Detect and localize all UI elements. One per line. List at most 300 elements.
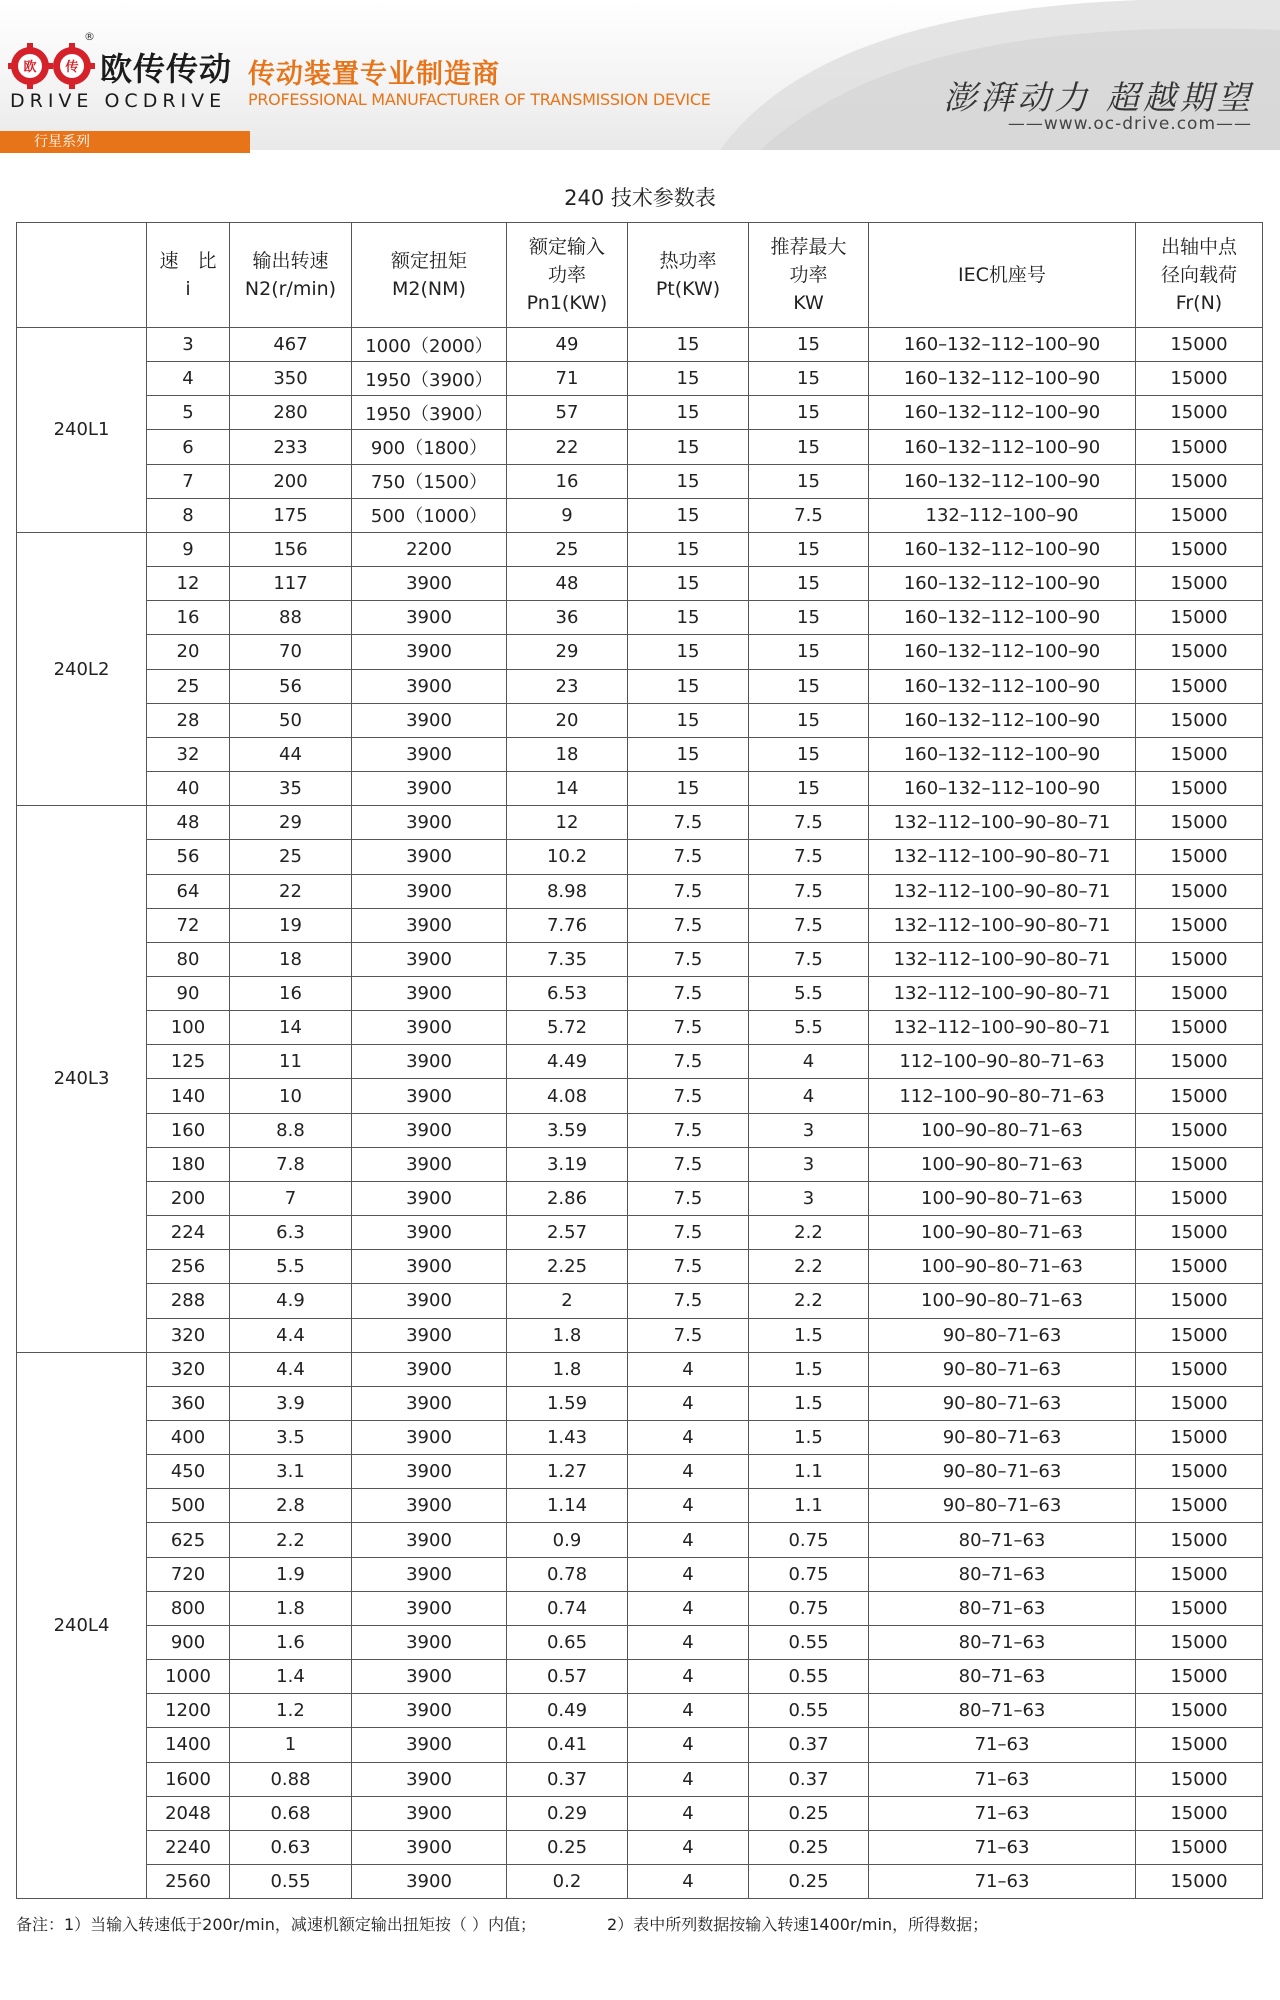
table-cell: 15 [628,396,749,430]
table-cell: 2240 [147,1830,230,1864]
table-cell: 0.75 [749,1557,869,1591]
table-cell: 7.35 [507,942,628,976]
table-cell: 15 [628,464,749,498]
table-cell: 720 [147,1557,230,1591]
table-cell: 0.25 [749,1865,869,1899]
table-cell: 7.5 [628,1011,749,1045]
table-cell: 100–90–80–71–63 [869,1216,1136,1250]
table-cell: 180 [147,1147,230,1181]
table-cell: 800 [147,1591,230,1625]
table-cell: 90–80–71–63 [869,1489,1136,1523]
table-cell: 6.53 [507,976,628,1010]
table-row [17,1421,1263,1455]
table-cell: 160–132–112–100–90 [869,567,1136,601]
table-cell: 3900 [352,1830,507,1864]
table-cell: 3900 [352,669,507,703]
website-url: ——www.oc-drive.com—— [1007,114,1252,134]
table-cell: 1.43 [507,1421,628,1455]
registered-mark: ® [84,30,95,43]
table-cell: 900（1800） [352,430,507,464]
table-cell: 1.8 [507,1318,628,1352]
table-cell: 14 [507,772,628,806]
table-cell: 3900 [352,635,507,669]
table-cell: 3900 [352,874,507,908]
table-cell: 15000 [1136,430,1263,464]
table-row [17,703,1263,737]
table-cell: 3900 [352,1386,507,1420]
table-cell: 4 [628,1625,749,1659]
table-cell: 15 [628,328,749,362]
table-cell: 256 [147,1250,230,1284]
table-cell: 4 [628,1489,749,1523]
table-cell: 70 [230,635,352,669]
table-cell: 7.5 [628,1113,749,1147]
table-cell: 0.55 [749,1625,869,1659]
table-cell: 80–71–63 [869,1591,1136,1625]
table-row [17,1625,1263,1659]
table-row [17,1762,1263,1796]
table-cell: 1.6 [230,1625,352,1659]
column-header: 输出转速 N2(r/min) [230,223,352,328]
table-cell: 7.5 [628,874,749,908]
table-cell: 15000 [1136,840,1263,874]
table-cell: 71–63 [869,1865,1136,1899]
table-cell: 3900 [352,1284,507,1318]
table-cell: 15 [749,396,869,430]
table-cell: 7.5 [749,498,869,532]
table-cell: 40 [147,772,230,806]
table-cell: 0.65 [507,1625,628,1659]
table-cell: 15 [628,669,749,703]
table-cell: 3900 [352,1865,507,1899]
table-cell: 500（1000） [352,498,507,532]
table-cell: 7.76 [507,908,628,942]
table-row [17,1352,1263,1386]
table-cell: 8 [147,498,230,532]
table-cell: 0.75 [749,1591,869,1625]
table-cell: 7.5 [628,840,749,874]
table-cell: 900 [147,1625,230,1659]
logo-english-name: DRIVE OCDRIVE [10,90,227,112]
table-cell: 2 [507,1284,628,1318]
table-cell: 132–112–100–90–80–71 [869,840,1136,874]
table-cell: 1400 [147,1728,230,1762]
table-cell: 15 [749,737,869,771]
table-cell: 3900 [352,1181,507,1215]
table-cell: 49 [507,328,628,362]
table-cell: 56 [230,669,352,703]
table-cell: 0.37 [749,1762,869,1796]
table-cell: 16 [507,464,628,498]
table-cell: 233 [230,430,352,464]
table-cell: 117 [230,567,352,601]
table-cell: 132–112–100–90 [869,498,1136,532]
table-cell: 15 [628,362,749,396]
table-cell: 3900 [352,1079,507,1113]
table-cell: 2.2 [749,1250,869,1284]
table-cell: 200 [147,1181,230,1215]
table-cell: 15000 [1136,1625,1263,1659]
table-cell: 0.78 [507,1557,628,1591]
table-cell: 2.8 [230,1489,352,1523]
table-cell: 1.27 [507,1455,628,1489]
table-row [17,942,1263,976]
table-cell: 175 [230,498,352,532]
column-header: 额定输入 功率 Pn1(KW) [507,223,628,328]
table-cell: 1.8 [230,1591,352,1625]
table-cell: 29 [507,635,628,669]
table-cell: 4 [628,1523,749,1557]
table-cell: 15000 [1136,396,1263,430]
table-cell: 0.57 [507,1660,628,1694]
table-cell: 1.5 [749,1352,869,1386]
table-cell: 4 [628,1455,749,1489]
column-header: 热功率 Pt(KW) [628,223,749,328]
table-cell: 2.2 [749,1284,869,1318]
column-header: 出轴中点 径向载荷 Fr(N) [1136,223,1263,328]
table-cell: 0.68 [230,1796,352,1830]
table-cell: 2.2 [230,1523,352,1557]
table-cell: 160–132–112–100–90 [869,772,1136,806]
table-cell: 15000 [1136,703,1263,737]
table-cell: 100–90–80–71–63 [869,1181,1136,1215]
table-cell: 4 [628,1728,749,1762]
table-cell: 4.49 [507,1045,628,1079]
table-row [17,976,1263,1010]
table-cell: 15000 [1136,874,1263,908]
table-row [17,1386,1263,1420]
table-row [17,567,1263,601]
table-cell: 15000 [1136,976,1263,1010]
table-cell: 15000 [1136,1250,1263,1284]
table-cell: 3900 [352,1523,507,1557]
column-header: 速 比 i [147,223,230,328]
table-cell: 15 [749,703,869,737]
table-cell: 1.1 [749,1455,869,1489]
table-cell: 1950（3900） [352,396,507,430]
table-cell: 1950（3900） [352,362,507,396]
table-cell: 15000 [1136,1694,1263,1728]
table-cell: 1.59 [507,1386,628,1420]
table-cell: 320 [147,1352,230,1386]
table-cell: 5.5 [749,1011,869,1045]
table-cell: 15000 [1136,1796,1263,1830]
table-cell: 11 [230,1045,352,1079]
table-cell: 9 [147,532,230,566]
table-cell: 3900 [352,1113,507,1147]
table-cell: 4 [147,362,230,396]
table-cell: 100–90–80–71–63 [869,1113,1136,1147]
table-cell: 7.5 [628,976,749,1010]
table-cell: 7.5 [749,874,869,908]
table-cell: 4 [628,1660,749,1694]
table-cell: 71 [507,362,628,396]
table-cell: 160–132–112–100–90 [869,601,1136,635]
table-cell: 160–132–112–100–90 [869,362,1136,396]
table-cell: 4 [749,1079,869,1113]
table-cell: 22 [507,430,628,464]
table-cell: 7.5 [628,1181,749,1215]
table-cell: 3900 [352,1318,507,1352]
table-cell: 160–132–112–100–90 [869,737,1136,771]
table-cell: 15000 [1136,737,1263,771]
table-cell: 450 [147,1455,230,1489]
table-cell: 3900 [352,1352,507,1386]
table-cell: 7.5 [628,1318,749,1352]
table-cell: 3900 [352,976,507,1010]
table-cell: 6.3 [230,1216,352,1250]
table-cell: 3900 [352,840,507,874]
table-cell: 0.9 [507,1523,628,1557]
footnote-2: 2）表中所列数据按输入转速1400r/min，所得数据； [607,1915,989,1934]
table-cell: 15 [749,328,869,362]
table-cell: 15 [749,772,869,806]
table-cell: 90–80–71–63 [869,1318,1136,1352]
table-cell: 200 [230,464,352,498]
table-cell: 15000 [1136,1386,1263,1420]
table-cell: 6 [147,430,230,464]
table-cell: 15000 [1136,1011,1263,1045]
table-row [17,601,1263,635]
table-cell: 3900 [352,908,507,942]
table-cell: 4.4 [230,1352,352,1386]
table-cell: 140 [147,1079,230,1113]
logo-chinese-name: 欧传传动 [100,50,233,88]
table-cell: 7.5 [749,908,869,942]
table-cell: 7.5 [749,806,869,840]
table-cell: 400 [147,1421,230,1455]
table-cell: 7.5 [628,806,749,840]
table-cell: 750（1500） [352,464,507,498]
table-cell: 71–63 [869,1796,1136,1830]
table-cell: 7.8 [230,1147,352,1181]
table-cell: 64 [147,874,230,908]
table-cell: 80–71–63 [869,1660,1136,1694]
table-cell: 15000 [1136,942,1263,976]
table-cell: 3900 [352,1455,507,1489]
table-cell: 15000 [1136,1318,1263,1352]
table-cell: 500 [147,1489,230,1523]
table-cell: 15 [749,669,869,703]
table-cell: 0.25 [749,1796,869,1830]
footnote-1: 备注：1）当输入转速低于200r/min，减速机额定输出扭矩按（ ）内值； [16,1915,536,1934]
table-cell: 3900 [352,1796,507,1830]
table-cell: 3900 [352,703,507,737]
table-cell: 80–71–63 [869,1557,1136,1591]
table-cell: 3900 [352,1011,507,1045]
table-cell: 88 [230,601,352,635]
table-row [17,1011,1263,1045]
table-cell: 80–71–63 [869,1694,1136,1728]
table-cell: 3 [147,328,230,362]
table-row [17,1523,1263,1557]
table-cell: 7.5 [628,1045,749,1079]
table-row [17,1181,1263,1215]
table-cell: 19 [230,908,352,942]
table-cell: 15 [628,498,749,532]
column-header: IEC机座号 [869,223,1136,328]
table-cell: 360 [147,1386,230,1420]
table-cell: 7 [230,1181,352,1215]
table-cell: 2.2 [749,1216,869,1250]
table-cell: 132–112–100–90–80–71 [869,976,1136,1010]
table-cell: 15000 [1136,1284,1263,1318]
table-cell: 1.8 [507,1352,628,1386]
table-cell: 5 [147,396,230,430]
table-cell: 3900 [352,1147,507,1181]
table-cell: 0.2 [507,1865,628,1899]
table-cell: 9 [507,498,628,532]
table-cell: 3900 [352,1625,507,1659]
table-cell: 15 [628,772,749,806]
table-row [17,1557,1263,1591]
table-row [17,1830,1263,1864]
table-row [17,498,1263,532]
table-row [17,1489,1263,1523]
table-cell: 4 [628,1694,749,1728]
table-cell: 1.9 [230,1557,352,1591]
table-cell: 10 [230,1079,352,1113]
table-cell: 0.55 [230,1865,352,1899]
table-row [17,328,1263,362]
table-cell: 1000（2000） [352,328,507,362]
table-cell: 44 [230,737,352,771]
table-cell: 15000 [1136,328,1263,362]
table-cell: 4 [628,1421,749,1455]
table-cell: 15000 [1136,635,1263,669]
table-cell: 132–112–100–90–80–71 [869,908,1136,942]
table-cell: 3900 [352,1694,507,1728]
table-row [17,532,1263,566]
table-row [17,669,1263,703]
table-row [17,430,1263,464]
table-cell: 132–112–100–90–80–71 [869,1011,1136,1045]
table-cell: 12 [147,567,230,601]
table-cell: 160–132–112–100–90 [869,430,1136,464]
table-cell: 15000 [1136,498,1263,532]
table-cell: 15 [628,532,749,566]
table-cell: 3 [749,1113,869,1147]
table-cell: 15000 [1136,1045,1263,1079]
table-row [17,1113,1263,1147]
table-cell: 4 [628,1830,749,1864]
table-cell: 2.86 [507,1181,628,1215]
table-cell: 160–132–112–100–90 [869,328,1136,362]
table-cell: 1000 [147,1660,230,1694]
table-cell: 90–80–71–63 [869,1386,1136,1420]
table-header-row [17,223,1263,328]
slogan: 澎湃动力 超越期望 [943,78,1254,117]
table-title: 240 技术参数表 [564,186,716,210]
table-cell: 15 [749,362,869,396]
table-cell: 4 [628,1796,749,1830]
table-cell: 15000 [1136,1865,1263,1899]
table-row [17,874,1263,908]
table-cell: 2048 [147,1796,230,1830]
model-cell: 240L1 [17,328,147,533]
table-cell: 1.2 [230,1694,352,1728]
table-cell: 0.55 [749,1660,869,1694]
table-cell: 90–80–71–63 [869,1421,1136,1455]
table-cell: 15000 [1136,1216,1263,1250]
table-cell: 56 [147,840,230,874]
table-cell: 90–80–71–63 [869,1352,1136,1386]
table-cell: 3 [749,1181,869,1215]
table-cell: 1.1 [749,1489,869,1523]
table-cell: 280 [230,396,352,430]
footnote [16,1912,1264,1935]
table-cell: 132–112–100–90–80–71 [869,806,1136,840]
table-cell: 7.5 [628,942,749,976]
table-cell: 57 [507,396,628,430]
table-cell: 125 [147,1045,230,1079]
table-cell: 4 [628,1762,749,1796]
table-cell: 7.5 [628,1147,749,1181]
table-cell: 15000 [1136,601,1263,635]
table-cell: 71–63 [869,1762,1136,1796]
table-cell: 15000 [1136,1660,1263,1694]
table-cell: 3 [749,1147,869,1181]
table-cell: 350 [230,362,352,396]
table-row [17,1796,1263,1830]
table-cell: 3900 [352,1421,507,1455]
table-cell: 3900 [352,1728,507,1762]
table-row [17,1660,1263,1694]
table-cell: 15 [628,703,749,737]
table-cell: 15000 [1136,1181,1263,1215]
table-cell: 15000 [1136,1591,1263,1625]
table-cell: 36 [507,601,628,635]
table-cell: 4 [628,1557,749,1591]
table-cell: 160–132–112–100–90 [869,635,1136,669]
table-cell: 3900 [352,1489,507,1523]
table-cell: 0.75 [749,1523,869,1557]
model-cell: 240L4 [17,1352,147,1899]
table-cell: 71–63 [869,1830,1136,1864]
table-cell: 0.41 [507,1728,628,1762]
table-cell: 15000 [1136,806,1263,840]
table-cell: 12 [507,806,628,840]
table-row [17,1045,1263,1079]
table-cell: 15 [628,635,749,669]
table-row [17,1455,1263,1489]
table-row [17,1591,1263,1625]
table-cell: 132–112–100–90–80–71 [869,874,1136,908]
table-row [17,1250,1263,1284]
table-cell: 0.55 [749,1694,869,1728]
table-cell: 16 [147,601,230,635]
table-cell: 5.5 [230,1250,352,1284]
company-tagline-cn: 传动装置专业制造商 [248,59,500,90]
table-cell: 3.5 [230,1421,352,1455]
table-row [17,396,1263,430]
table-cell: 15000 [1136,1728,1263,1762]
table-cell: 90 [147,976,230,1010]
table-cell: 4.08 [507,1079,628,1113]
table-cell: 15000 [1136,1079,1263,1113]
table-cell: 160–132–112–100–90 [869,669,1136,703]
table-cell: 1600 [147,1762,230,1796]
table-cell: 0.25 [749,1830,869,1864]
table-cell: 7.5 [628,1250,749,1284]
table-cell: 48 [507,567,628,601]
table-body [17,328,1263,1899]
table-cell: 0.29 [507,1796,628,1830]
table-cell: 14 [230,1011,352,1045]
table-cell: 160 [147,1113,230,1147]
table-cell: 1 [230,1728,352,1762]
logo-badge-1: 欧 [23,60,37,75]
